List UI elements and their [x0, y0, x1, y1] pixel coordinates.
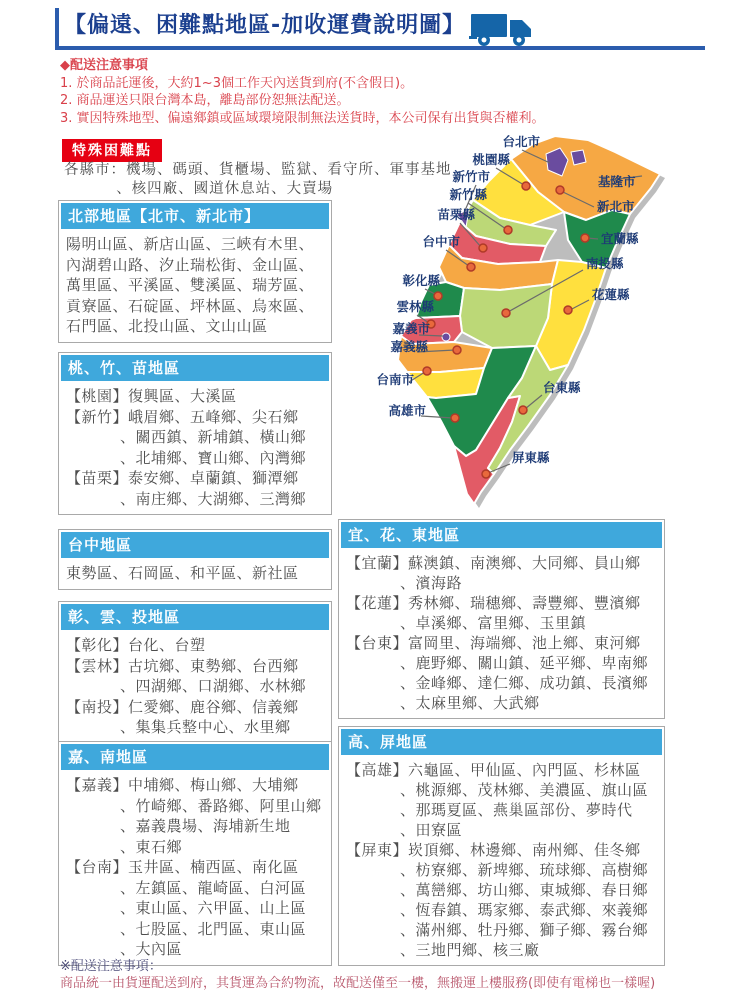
- region-box-body: [59, 231, 331, 342]
- region-line: 【雲林】古坑鄉、東勢鄉、台西鄉: [66, 656, 299, 675]
- region-line: 【新竹】峨眉鄉、五峰鄉、尖石鄉: [66, 407, 299, 426]
- taiwan-map-svg: [370, 130, 700, 512]
- region-line: 、嘉義農場、海埔新生地: [120, 817, 291, 835]
- region-line: 、田寮區: [400, 821, 463, 839]
- special-points-badge: 特殊困難點: [62, 139, 162, 162]
- page-title: 【偏遠、困難點地區-加收運費說明圖】: [64, 13, 466, 38]
- region-box-kao-ping: [338, 726, 665, 966]
- delivery-notes: [60, 57, 545, 127]
- title-underline: [55, 46, 705, 50]
- region-line: 、卓溪鄉、富里鄉、玉里鎮: [400, 614, 587, 632]
- region-line: 、鹿野鄉、關山鎮、延平鄉、卑南鄉: [400, 654, 649, 672]
- map-label-newtaipei: 新北市: [597, 199, 635, 214]
- region-box-yi-hua-tung: [338, 519, 665, 719]
- region-box-title: 桃、竹、苗地區: [61, 355, 329, 381]
- map-label-taichung: 台中市: [422, 234, 460, 249]
- region-line: 、三地門鄉、核三廠: [400, 941, 540, 959]
- region-line: 、南庄鄉、大湖鄉、三灣鄉: [120, 489, 307, 508]
- map-label-chiayi-city: 嘉義市: [392, 321, 430, 336]
- region-line: 【桃園】復興區、大溪區: [66, 387, 237, 405]
- county-taipei-city-blob: [571, 150, 586, 165]
- region-box-chang-yun-tou: [58, 601, 332, 744]
- region-box-body: [339, 757, 664, 965]
- map-label-nantou: 南投縣: [586, 256, 624, 271]
- region-line: 、竹崎鄉、番路鄉、阿里山鄉: [120, 796, 322, 815]
- special-points-line: 、核四廠、國道休息站、大賣場: [116, 181, 334, 197]
- region-box-title: 台中地區: [61, 532, 329, 558]
- region-line: 陽明山區、新店山區、三峽有木里、: [66, 235, 315, 253]
- region-box-title: 宜、花、東地區: [341, 522, 662, 548]
- region-line: 【嘉義】中埔鄉、梅山鄉、大埔鄉: [66, 776, 299, 794]
- region-box-body: [339, 550, 664, 718]
- region-line: 、集集兵整中心、水里鄉: [120, 718, 291, 736]
- region-box-body: [59, 632, 331, 743]
- map-label-hsinchu-city: 新竹市: [452, 169, 490, 184]
- region-line: 、左鎮區、龍崎區、白河區: [120, 878, 307, 897]
- delivery-notes-heading: ◆配送注意事項: [60, 58, 148, 73]
- region-box-taichung: [58, 529, 332, 590]
- region-line: 【苗栗】泰安鄉、卓蘭鎮、獅潭鄉: [66, 469, 299, 487]
- map-label-yunlin: 雲林縣: [396, 299, 434, 314]
- region-line: 【屏東】崁頂鄉、林邊鄉、南州鄉、佳冬鄉: [346, 841, 641, 859]
- region-box-tao-chu-miao: [58, 352, 332, 515]
- region-box-body: [59, 383, 331, 514]
- special-points-line: 各縣市：機場、碼頭、貨櫃場、監獄、看守所、軍事基地: [64, 162, 452, 178]
- region-line: 【台南】玉井區、楠西區、南化區: [66, 858, 299, 876]
- county-chiayi-city: [442, 333, 450, 341]
- truck-icon: [469, 12, 535, 48]
- region-line: 【宜蘭】蘇澳鎮、南澳鄉、大同鄉、員山鄉: [346, 554, 641, 572]
- delivery-note: 3. 實因特殊地型、偏遠鄉鎮或區域環境限制無法送貨時，本公司保有出貨與否權利。: [60, 110, 545, 126]
- map-label-kaohsiung: 高雄市: [388, 403, 426, 418]
- region-line: 、滿州鄉、牡丹鄉、獅子鄉、霧台鄉: [400, 921, 649, 939]
- region-line: 石門區、北投山區、文山山區: [66, 317, 268, 335]
- map-label-taipei: 台北市: [502, 134, 540, 149]
- region-line: 、萬巒鄉、坊山鄉、東城鄉、春日鄉: [400, 881, 649, 899]
- map-label-changhua: 彰化縣: [402, 273, 440, 288]
- footer-text: 商品統一由貨運配送到府，其貨運為合約物流，故配送僅至一樓，無搬運上樓服務(即使有電梯也一樣喔): [60, 976, 656, 991]
- region-line: 萬里區、平溪區、雙溪區、瑞芳區、: [66, 276, 315, 294]
- region-line: 、關西鎮、新埔鎮、橫山鄉: [120, 428, 307, 446]
- map-label-keelung: 基隆市: [598, 174, 636, 189]
- region-box-title: 高、屏地區: [341, 729, 662, 755]
- region-line: 【台東】富岡里、海端鄉、池上鄉、東河鄉: [346, 634, 641, 652]
- map-label-pingtung: 屏東縣: [512, 450, 550, 465]
- region-line: 、北埔鄉、寶山鄉、內灣鄉: [120, 448, 307, 467]
- delivery-note: 1. 於商品託運後，大約1~3個工作天內送貨到府(不含假日)。: [60, 75, 414, 91]
- region-line: 【彰化】台化、台塑: [66, 636, 206, 654]
- region-box-north: [58, 200, 332, 343]
- header: [55, 8, 710, 48]
- region-line: 、太麻里鄉、大武鄉: [400, 694, 540, 712]
- region-line: 【高雄】六龜區、甲仙區、內門區、杉林區: [346, 761, 641, 779]
- region-line: 內湖碧山路、汐止瑞松街、金山區、: [66, 255, 315, 274]
- map-label-hualien: 花蓮縣: [592, 287, 630, 302]
- region-box-chia-nan: [58, 741, 332, 966]
- delivery-notes-list: [60, 75, 545, 128]
- delivery-note: 2. 商品運送只限台灣本島，離島部份恕無法配送。: [60, 93, 350, 108]
- region-line: 、七股區、北門區、東山區: [120, 919, 307, 938]
- region-box-title: 彰、雲、投地區: [61, 604, 329, 630]
- region-line: 【南投】仁愛鄉、鹿谷鄉、信義鄉: [66, 697, 299, 716]
- region-line: 、金峰鄉、達仁鄉、成功鎮、長濱鄉: [400, 674, 649, 692]
- region-line: 【花蓮】秀林鄉、瑞穗鄉、壽豐鄉、豐濱鄉: [346, 594, 641, 612]
- footer-notes: [60, 958, 655, 992]
- map-label-hsinchu-county: 新竹縣: [449, 187, 487, 202]
- region-box-body: [59, 560, 331, 589]
- region-line: 、恆春鎮、瑪家鄉、泰武鄉、來義鄉: [400, 901, 649, 919]
- map-label-chiayi-county: 嘉義縣: [390, 339, 428, 354]
- county-shapes: [398, 136, 660, 504]
- region-line: 、濱海路: [400, 574, 463, 592]
- map-label-miaoli: 苗栗縣: [437, 207, 475, 222]
- region-line: 、枋寮鄉、新埤鄉、琉球鄉、高樹鄉: [400, 861, 649, 879]
- region-box-title: 嘉、南地區: [61, 744, 329, 770]
- region-line: 、四湖鄉、口湖鄉、水林鄉: [120, 677, 307, 695]
- region-line: 、大內區: [120, 940, 183, 958]
- region-line: 、桃源鄉、茂林鄉、美濃區、旗山區: [400, 781, 649, 799]
- region-line: 、東石鄉: [120, 837, 183, 856]
- region-line: 、東山區、六甲區、山上區: [120, 899, 307, 917]
- taiwan-map: [370, 130, 700, 512]
- map-label-yilan: 宜蘭縣: [601, 231, 639, 246]
- map-label-taoyuan: 桃園縣: [472, 152, 510, 167]
- region-box-title: 北部地區【北市、新北市】: [61, 203, 329, 229]
- region-line: 東勢區、石岡區、和平區、新社區: [66, 564, 299, 582]
- region-line: 貢寮區、石碇區、坪林區、烏來區、: [66, 296, 315, 315]
- map-label-taitung: 台東縣: [543, 380, 581, 395]
- region-box-body: [59, 772, 331, 965]
- map-label-tainan: 台南市: [376, 372, 414, 387]
- footer-heading: ※配送注意事項：: [60, 959, 162, 974]
- region-line: 、那瑪夏區、燕巢區部份、夢時代: [400, 801, 633, 819]
